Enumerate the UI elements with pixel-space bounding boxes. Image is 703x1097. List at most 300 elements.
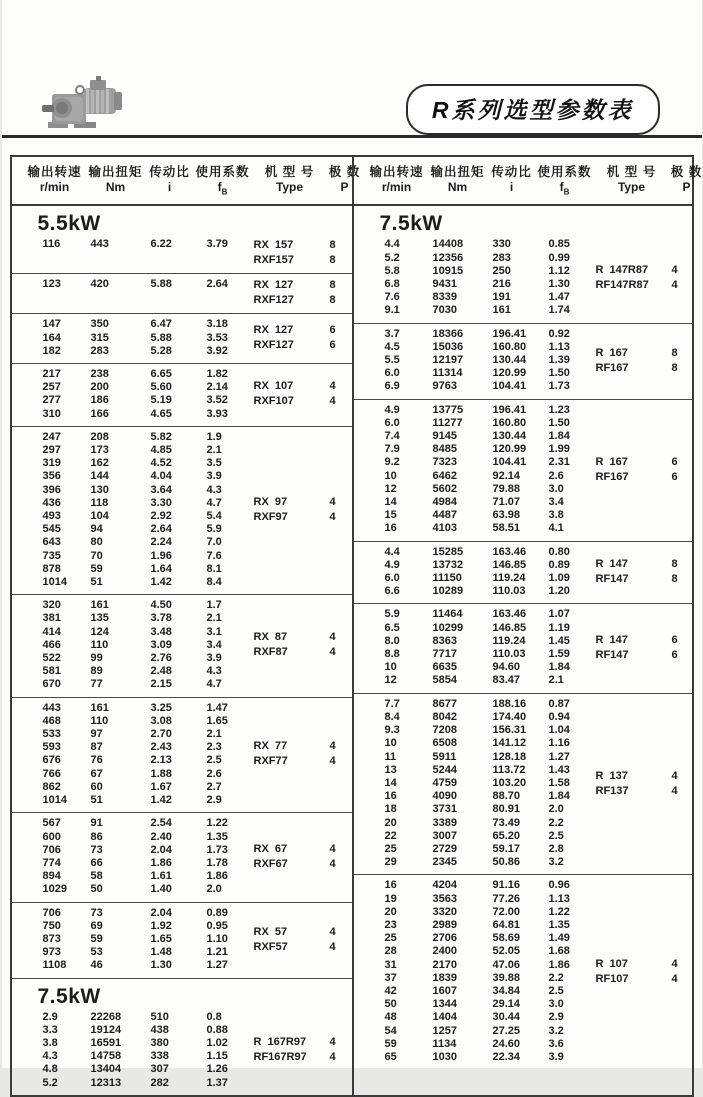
cell-ratio: 50.86 — [493, 856, 549, 869]
cell-output-torque: 89 — [91, 665, 151, 678]
cell-output-speed: 676 — [43, 754, 91, 767]
cell-ratio: 83.47 — [493, 674, 549, 687]
cell-service-factor: 2.1 — [207, 612, 255, 625]
cell-ratio: 174.40 — [493, 711, 549, 724]
table-row — [385, 354, 692, 367]
cell-service-factor: 1.84 — [549, 790, 597, 803]
type-value: R 167 — [596, 455, 629, 470]
cell-output-torque: 1134 — [433, 1038, 493, 1051]
cell-output-speed: 5.2 — [385, 252, 433, 265]
table-row — [385, 559, 692, 572]
cell-service-factor: 8.1 — [207, 563, 255, 576]
cell-output-torque: 3007 — [433, 830, 493, 843]
poles-value: 4 — [320, 495, 346, 510]
cell-ratio: 4.50 — [151, 599, 207, 612]
table-row — [43, 933, 352, 946]
table-row — [385, 404, 692, 417]
cell-output-speed: 147 — [43, 318, 91, 331]
cell-output-torque: 5911 — [433, 751, 493, 764]
cell-service-factor: 2.9 — [207, 794, 255, 807]
poles-value: 4 — [320, 857, 346, 872]
cell-ratio: 510 — [151, 1011, 207, 1024]
type-value: RX 107 — [254, 379, 294, 394]
cell-ratio: 163.46 — [493, 546, 549, 559]
type-value: RF167 — [596, 361, 629, 376]
cell-ratio: 2.13 — [151, 754, 207, 767]
cell-output-speed: 4.8 — [43, 1063, 91, 1076]
type-value: RXF67 — [254, 857, 288, 872]
type-value: RXF97 — [254, 510, 288, 525]
group-rows — [12, 318, 352, 358]
poles-value: 4 — [320, 645, 346, 660]
cell-service-factor: 5.9 — [207, 523, 255, 536]
cell-output-speed: 7.6 — [385, 291, 433, 304]
cell-service-factor: 0.8 — [207, 1011, 255, 1024]
type-value: RXF87 — [254, 645, 288, 660]
table-row — [43, 831, 352, 844]
column-header-3 — [194, 164, 252, 199]
cell-service-factor: 7.6 — [207, 550, 255, 563]
cell-service-factor: 2.9 — [549, 1011, 597, 1024]
type-value: R 107 — [596, 957, 629, 972]
cell-service-factor: 3.6 — [549, 1038, 597, 1051]
table-row — [385, 367, 692, 380]
cell-ratio: 52.05 — [493, 945, 549, 958]
cell-output-torque: 5854 — [433, 674, 493, 687]
cell-ratio: 1.42 — [151, 576, 207, 589]
cell-output-speed: 381 — [43, 612, 91, 625]
cell-service-factor: 4.3 — [207, 665, 255, 678]
table-row — [385, 1011, 692, 1024]
cell-service-factor: 3.0 — [549, 998, 597, 1011]
cell-output-speed: 356 — [43, 470, 91, 483]
cell-output-torque: 6508 — [433, 737, 493, 750]
poles-value: 6 — [662, 470, 688, 485]
unit-text: r/min — [382, 180, 411, 194]
cell-service-factor: 3.93 — [207, 408, 255, 421]
column-header-5 — [670, 164, 703, 199]
cell-output-speed: 4.3 — [43, 1050, 91, 1063]
column-unit — [428, 180, 488, 195]
poles-value: 4 — [320, 630, 346, 645]
cell-output-speed: 18 — [385, 803, 433, 816]
cell-service-factor: 1.13 — [549, 341, 597, 354]
cell-output-torque: 6635 — [433, 661, 493, 674]
cell-output-speed: 7.4 — [385, 430, 433, 443]
cell-ratio: 5.19 — [151, 394, 207, 407]
poles-value: 4 — [662, 784, 688, 799]
group-rows — [12, 278, 352, 308]
cell-output-torque: 2729 — [433, 843, 493, 856]
cell-output-torque: 59 — [91, 933, 151, 946]
table-row — [43, 817, 352, 830]
cell-output-torque: 4103 — [433, 522, 493, 535]
cell-service-factor: 1.37 — [207, 1077, 255, 1090]
unit-text: i — [168, 180, 171, 194]
type-value: RX 67 — [254, 842, 288, 857]
cell-output-speed: 10 — [385, 470, 433, 483]
column-unit — [670, 180, 703, 195]
type-cell — [254, 599, 288, 691]
cell-output-speed: 878 — [43, 563, 91, 576]
cell-output-torque: 66 — [91, 857, 151, 870]
table-row — [385, 803, 692, 816]
cell-service-factor: 1.22 — [549, 906, 597, 919]
column-label-cn: 机 型 号 — [252, 164, 328, 180]
table-row — [43, 883, 352, 896]
table-right-half — [352, 157, 692, 1095]
table-row — [385, 635, 692, 648]
cell-ratio: 4.52 — [151, 457, 207, 470]
poles-value: 4 — [662, 972, 688, 987]
type-cell — [254, 1011, 307, 1090]
cell-output-speed: 25 — [385, 932, 433, 945]
cell-ratio: 128.18 — [493, 751, 549, 764]
poles-value: 6 — [662, 455, 688, 470]
cell-output-torque: 8363 — [433, 635, 493, 648]
cell-output-torque: 13404 — [91, 1063, 151, 1076]
cell-output-speed: 3.3 — [43, 1024, 91, 1037]
cell-output-torque: 283 — [91, 345, 151, 358]
cell-service-factor: 4.1 — [549, 522, 597, 535]
type-value: RF167 — [596, 470, 629, 485]
table-row — [43, 599, 352, 612]
type-cell — [254, 278, 294, 308]
cell-output-torque: 11277 — [433, 417, 493, 430]
column-unit — [146, 180, 194, 195]
cell-ratio: 113.72 — [493, 764, 549, 777]
cell-service-factor: 3.9 — [207, 470, 255, 483]
table-row — [385, 585, 692, 598]
cell-output-torque: 350 — [91, 318, 151, 331]
cell-service-factor: 1.02 — [207, 1037, 255, 1050]
cell-ratio: 3.64 — [151, 484, 207, 497]
cell-output-speed: 468 — [43, 715, 91, 728]
poles-cell — [320, 817, 346, 896]
table-row — [43, 844, 352, 857]
rows-grid — [12, 278, 352, 291]
rows-grid — [12, 702, 352, 808]
cell-ratio: 104.41 — [493, 380, 549, 393]
cell-output-torque: 69 — [91, 920, 151, 933]
cell-ratio: 161 — [493, 304, 549, 317]
type-value: RF137 — [596, 784, 629, 799]
rows-grid — [354, 546, 692, 599]
cell-output-torque: 4204 — [433, 879, 493, 892]
cell-output-speed: 706 — [43, 907, 91, 920]
cell-ratio: 91.16 — [493, 879, 549, 892]
cell-output-torque: 238 — [91, 368, 151, 381]
table-row — [43, 470, 352, 483]
column-header-0 — [366, 164, 428, 199]
table-row — [43, 431, 352, 444]
parameter-group — [354, 693, 692, 875]
cell-output-speed: 873 — [43, 933, 91, 946]
poles-cell — [662, 238, 688, 317]
type-value: RF167R97 — [254, 1050, 307, 1065]
type-value: R 167R97 — [254, 1035, 307, 1050]
table-row — [385, 1038, 692, 1051]
table-row — [43, 238, 352, 251]
unit-text: P — [682, 180, 690, 194]
column-unit — [366, 180, 428, 195]
cell-output-torque: 200 — [91, 381, 151, 394]
cell-ratio: 2.64 — [151, 523, 207, 536]
cell-ratio: 34.84 — [493, 985, 549, 998]
group-rows — [12, 817, 352, 896]
table-row — [385, 856, 692, 869]
cell-ratio: 119.24 — [493, 635, 549, 648]
table-row — [43, 870, 352, 883]
table-row — [43, 715, 352, 728]
cell-output-torque: 19124 — [91, 1024, 151, 1037]
poles-cell — [662, 404, 688, 536]
cell-ratio: 59.17 — [493, 843, 549, 856]
cell-output-torque: 9431 — [433, 278, 493, 291]
cell-ratio: 119.24 — [493, 572, 549, 585]
cell-output-speed: 50 — [385, 998, 433, 1011]
rows-grid — [354, 698, 692, 870]
table-row — [385, 674, 692, 687]
cell-output-speed: 1014 — [43, 794, 91, 807]
table-row — [385, 522, 692, 535]
cell-output-speed: 182 — [43, 345, 91, 358]
cell-service-factor: 1.99 — [549, 443, 597, 456]
cell-ratio: 71.07 — [493, 496, 549, 509]
rows-grid — [354, 879, 692, 1064]
table-row — [385, 417, 692, 430]
cell-service-factor: 0.80 — [549, 546, 597, 559]
cell-output-speed: 19 — [385, 893, 433, 906]
table-header — [12, 157, 352, 206]
cell-service-factor: 0.88 — [207, 1024, 255, 1037]
gear-motor-image — [40, 76, 124, 134]
cell-service-factor: 2.31 — [549, 456, 597, 469]
cell-output-speed: 247 — [43, 431, 91, 444]
table-row — [43, 857, 352, 870]
table-row — [385, 572, 692, 585]
cell-service-factor: 2.64 — [207, 278, 255, 291]
cell-ratio: 2.43 — [151, 741, 207, 754]
type-value: RX 127 — [254, 323, 294, 338]
cell-ratio: 2.04 — [151, 907, 207, 920]
poles-cell — [320, 1011, 346, 1090]
cell-output-torque: 162 — [91, 457, 151, 470]
cell-service-factor: 1.73 — [207, 844, 255, 857]
cell-ratio: 4.85 — [151, 444, 207, 457]
cell-service-factor: 2.6 — [549, 470, 597, 483]
cell-output-speed: 593 — [43, 741, 91, 754]
cell-output-speed: 5.5 — [385, 354, 433, 367]
type-value: RXF127 — [254, 338, 294, 353]
cell-output-speed: 10 — [385, 661, 433, 674]
cell-output-torque: 144 — [91, 470, 151, 483]
cell-service-factor: 4.3 — [207, 484, 255, 497]
table-row — [385, 985, 692, 998]
cell-service-factor: 3.5 — [207, 457, 255, 470]
cell-ratio: 110.03 — [493, 648, 549, 661]
cell-service-factor: 2.0 — [207, 883, 255, 896]
cell-output-torque: 124 — [91, 626, 151, 639]
cell-output-speed: 774 — [43, 857, 91, 870]
parameter-table — [10, 155, 694, 1097]
table-row — [43, 741, 352, 754]
table-left-half — [12, 157, 352, 1095]
cell-ratio: 330 — [493, 238, 549, 251]
table-row — [385, 777, 692, 790]
poles-value: 4 — [320, 379, 346, 394]
cell-ratio: 24.60 — [493, 1038, 549, 1051]
cell-output-torque: 13732 — [433, 559, 493, 572]
cell-output-speed: 493 — [43, 510, 91, 523]
power-rating-heading: 5.5kW — [12, 210, 352, 238]
cell-output-speed: 6.9 — [385, 380, 433, 393]
type-value: RXF157 — [254, 253, 294, 268]
cell-service-factor: 0.99 — [549, 252, 597, 265]
cell-service-factor: 1.50 — [549, 417, 597, 430]
cell-output-torque: 9763 — [433, 380, 493, 393]
cell-output-torque: 3320 — [433, 906, 493, 919]
table-row — [385, 893, 692, 906]
cell-service-factor: 0.85 — [549, 238, 597, 251]
cell-output-torque: 135 — [91, 612, 151, 625]
cell-ratio: 5.88 — [151, 278, 207, 291]
cell-service-factor: 0.89 — [549, 559, 597, 572]
group-rows — [354, 698, 692, 870]
cell-ratio: 3.48 — [151, 626, 207, 639]
cell-ratio: 5.28 — [151, 345, 207, 358]
cell-output-speed: 9.3 — [385, 724, 433, 737]
poles-cell — [320, 431, 346, 589]
table-row — [385, 737, 692, 750]
cell-output-speed: 414 — [43, 626, 91, 639]
cell-ratio: 338 — [151, 1050, 207, 1063]
cell-service-factor: 0.89 — [207, 907, 255, 920]
cell-output-torque: 2989 — [433, 919, 493, 932]
cell-output-torque: 16591 — [91, 1037, 151, 1050]
cell-service-factor: 2.2 — [549, 972, 597, 985]
cell-output-speed: 10 — [385, 737, 433, 750]
cell-output-speed: 42 — [385, 985, 433, 998]
poles-value: 8 — [320, 278, 346, 293]
cell-output-speed: 643 — [43, 536, 91, 549]
parameter-group — [12, 902, 352, 978]
table-row — [43, 318, 352, 331]
type-cell — [596, 238, 649, 317]
table-row — [385, 483, 692, 496]
table-row — [43, 394, 352, 407]
rows-grid — [12, 431, 352, 589]
cell-ratio: 30.44 — [493, 1011, 549, 1024]
poles-value: 8 — [320, 253, 346, 268]
type-value: R 147R87 — [596, 263, 649, 278]
type-cell — [254, 368, 294, 421]
column-header-4 — [252, 164, 328, 199]
type-value: R 147 — [596, 557, 629, 572]
cell-ratio: 58.51 — [493, 522, 549, 535]
table-row — [43, 536, 352, 549]
type-value: RF147 — [596, 572, 629, 587]
cell-service-factor: 1.12 — [549, 265, 597, 278]
poles-cell — [320, 238, 346, 268]
cell-ratio: 196.41 — [493, 404, 549, 417]
cell-output-torque: 4759 — [433, 777, 493, 790]
cell-output-speed: 5.2 — [43, 1077, 91, 1090]
cell-ratio: 141.12 — [493, 737, 549, 750]
cell-ratio: 1.67 — [151, 781, 207, 794]
cell-service-factor: 1.39 — [549, 354, 597, 367]
cell-service-factor: 3.0 — [549, 483, 597, 496]
cell-service-factor: 1.86 — [549, 959, 597, 972]
cell-output-speed: 436 — [43, 497, 91, 510]
cell-service-factor: 2.1 — [207, 444, 255, 457]
column-header-1 — [86, 164, 146, 199]
poles-value: 8 — [662, 346, 688, 361]
parameter-group — [12, 978, 352, 1095]
table-row — [385, 648, 692, 661]
cell-output-speed: 12 — [385, 674, 433, 687]
cell-service-factor: 3.18 — [207, 318, 255, 331]
cell-service-factor: 2.7 — [207, 781, 255, 794]
table-row — [385, 328, 692, 341]
power-rating-heading: 7.5kW — [354, 210, 692, 238]
poles-cell — [320, 278, 346, 308]
poles-value: 4 — [662, 278, 688, 293]
cell-output-torque: 53 — [91, 946, 151, 959]
cell-output-speed: 6.0 — [385, 367, 433, 380]
table-row — [43, 497, 352, 510]
rows-grid — [12, 907, 352, 973]
table-row — [43, 907, 352, 920]
cell-output-torque: 2400 — [433, 945, 493, 958]
cell-output-speed: 600 — [43, 831, 91, 844]
table-row — [43, 345, 352, 358]
cell-service-factor: 1.58 — [549, 777, 597, 790]
poles-cell — [320, 368, 346, 421]
table-row — [385, 711, 692, 724]
cell-service-factor: 0.96 — [549, 879, 597, 892]
table-row — [43, 665, 352, 678]
cell-output-torque: 14408 — [433, 238, 493, 251]
cell-ratio: 3.09 — [151, 639, 207, 652]
cell-output-torque: 10299 — [433, 622, 493, 635]
type-value: RX 87 — [254, 630, 288, 645]
table-row — [385, 546, 692, 559]
cell-output-torque: 50 — [91, 883, 151, 896]
unit-text: Nm — [448, 180, 467, 194]
cell-output-torque: 2345 — [433, 856, 493, 869]
cell-ratio: 27.25 — [493, 1025, 549, 1038]
cell-service-factor: 0.92 — [549, 328, 597, 341]
cell-ratio: 88.70 — [493, 790, 549, 803]
cell-service-factor: 1.84 — [549, 430, 597, 443]
cell-service-factor: 1.04 — [549, 724, 597, 737]
cell-service-factor: 3.53 — [207, 332, 255, 345]
cell-output-speed: 5.8 — [385, 265, 433, 278]
table-row — [43, 444, 352, 457]
cell-ratio: 1.30 — [151, 959, 207, 972]
cell-service-factor: 2.2 — [549, 817, 597, 830]
cell-service-factor: 1.07 — [549, 608, 597, 621]
column-header-3 — [536, 164, 594, 199]
table-row — [385, 817, 692, 830]
poles-value: 4 — [662, 769, 688, 784]
poles-value: 4 — [320, 940, 346, 955]
column-header-4 — [594, 164, 670, 199]
parameter-group — [354, 206, 692, 322]
cell-output-speed: 9.2 — [385, 456, 433, 469]
cell-output-speed: 28 — [385, 945, 433, 958]
